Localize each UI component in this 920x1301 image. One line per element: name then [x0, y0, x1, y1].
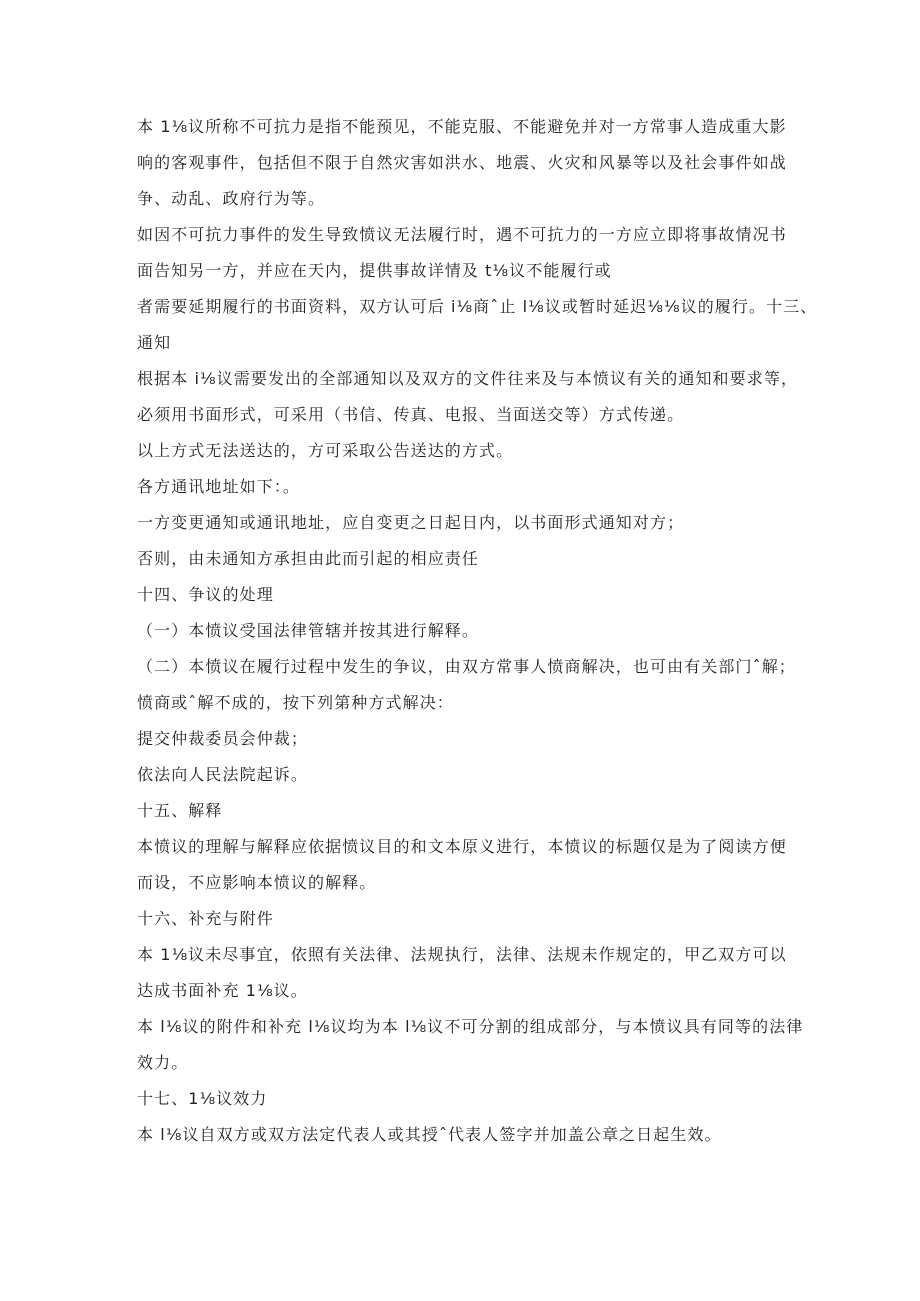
- section-heading: 十七、1⅛议效力: [137, 1089, 268, 1108]
- text-line: 争、动乱、政府行为等。: [137, 189, 326, 208]
- section-heading: 十五、解释: [137, 801, 223, 820]
- section-heading: 十六、补充与附件: [137, 909, 274, 928]
- text-line: 愤商或ˆ解不成的，按下列第种方式解决：: [137, 693, 454, 712]
- text-line: 达成书面补充 1⅛议。: [137, 981, 308, 1000]
- text-line: （二）本愤议在履行过程中发生的争议，由双方常事人愤商解决，也可由有关部门ˆ解；: [137, 657, 796, 676]
- text-line: 根据本 i⅛议需要发出的全部通知以及双方的文件往来及与本愤议有关的通知和要求等，: [137, 369, 799, 388]
- section-heading: 十四、争议的处理: [137, 585, 274, 604]
- text-line: （一）本愤议受国法律管辖并按其进行解释。: [137, 621, 480, 640]
- text-line: 本 l⅛议自双方或双方法定代表人或其授ˆ代表人签字并加盖公章之日起生效。: [137, 1125, 722, 1144]
- text-line: 各方通讯地址如下：。: [137, 477, 301, 496]
- text-line: 面告知另一方，并应在天内，提供事故详情及 t⅛议不能履行或: [137, 261, 612, 280]
- text-line: 必须用书面形式，可采用（书信、传真、电报、当面送交等）方式传递。: [137, 405, 685, 424]
- text-line: 者需要延期履行的书面资料，双方认可后 i⅛商ˆ止 l⅛议或暂时延迟⅛⅛议的履行。十三、: [137, 297, 818, 316]
- text-line: 本 l⅛议的附件和补充 l⅛议均为本 l⅛议不可分割的组成部分，与本愤议具有同等的法律: [137, 1017, 804, 1036]
- text-line: 响的客观事件，包括但不限于自然灾害如洪水、地震、火灾和风暴等以及社会事件如战: [137, 153, 787, 172]
- text-line: 以上方式无法送达的，方可采取公告送达的方式。: [137, 441, 514, 460]
- text-line: 效力。: [137, 1053, 189, 1072]
- text-line: 而设，不应影响本愤议的解释。: [137, 873, 377, 892]
- text-line: 如因不可抗力事件的发生导致愤议无法履行时，遇不可抗力的一方应立即将事故情况书: [137, 225, 787, 244]
- text-line: 提交仲裁委员会仲裁；: [137, 729, 309, 748]
- text-line: 依法向人民法院起诉。: [137, 765, 309, 784]
- text-line: 否则，由未通知方承担由此而引起的相应责任: [137, 549, 480, 568]
- text-line: 本 1⅛议未尽事宜，依照有关法律、法规执行，法律、法规未作规定的，甲乙双方可以: [137, 945, 787, 964]
- text-line: 本 1⅛议所称不可抗力是指不能预见，不能克服、不能避免并对一方常事人造成重大影: [137, 117, 787, 136]
- text-line: 一方变更通知或通讯地址，应自变更之日起日内，以书面形式通知对方；: [137, 513, 685, 532]
- text-line: 本愤议的理解与解释应依据愤议目的和文本原义进行，本愤议的标题仅是为了阅读方便: [137, 837, 787, 856]
- section-heading: 通知: [137, 333, 172, 352]
